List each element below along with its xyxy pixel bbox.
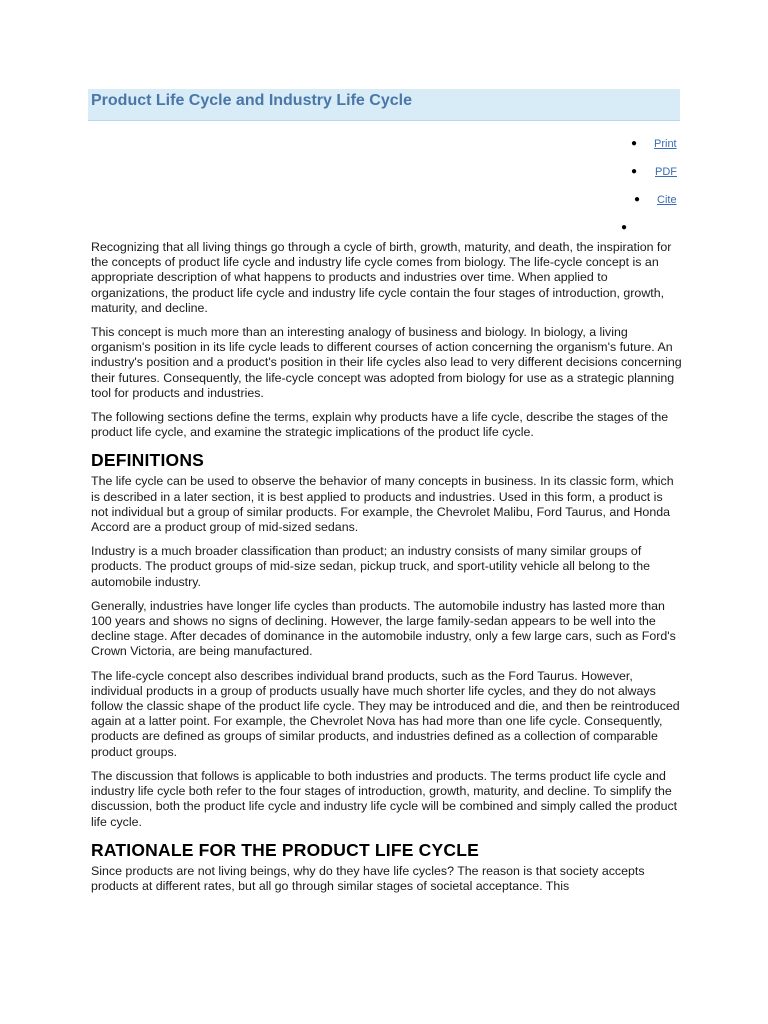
cite-link[interactable]: Cite [657, 194, 677, 206]
page-title: Product Life Cycle and Industry Life Cycle [91, 92, 412, 109]
section-heading-rationale: RATIONALE FOR THE PRODUCT LIFE CYCLE [91, 839, 479, 860]
paragraph: This concept is much more than an interesting analogy of business and biology. In biology, a living organism's position in its life cycle leads to different courses of action concerning the organism's future. An industry's position and a product's position in their life cycles also lead to very different decisions concerning their futures. Consequently, the life-cycle concept was adopted from biology for use as a strategic planning tool for products and industries. [91, 325, 682, 400]
paragraph: Generally, industries have longer life cycles than products. The automobile industry has lasted more than 100 years and shows no signs of declining. However, the large family-sedan appears to be well into the decline stage. After decades of dominance in the automobile industry, only a few large cars, such as Ford's Crown Victoria, are being manufactured. [91, 598, 676, 659]
paragraph: The discussion that follows is applicable to both industries and products. The terms product life cycle and industry life cycle both refer to the four stages of introduction, growth, maturity, and decline. To simplify the discussion, both the product life cycle and industry life cycle will be combined and simply called the product life cycle. [91, 768, 678, 829]
paragraph: The following sections define the terms, explain why products have a life cycle, describe the stages of the product life cycle, and examine the strategic implications of the product life cycle. [91, 410, 669, 440]
bullet-icon: ● [621, 222, 628, 233]
print-link[interactable]: Print [654, 138, 677, 150]
bullet-icon: ● [631, 138, 638, 149]
pdf-link[interactable]: PDF [655, 166, 677, 178]
section-heading-definitions: DEFINITIONS [91, 450, 205, 471]
paragraph: Industry is a much broader classification than product; an industry consists of many similar groups of products. The product groups of mid-size sedan, pickup truck, and sport-utility vehicle all belong to the automobile industry. [91, 544, 651, 589]
paragraph: The life-cycle concept also describes individual brand products, such as the Ford Taurus. However, individual products in a group of products usually have much shorter life cycles, and they do not always follow the classic shape of the product life cycle. They may be introduced and die, and then be reintroduced again at a latter point. For example, the Chevrolet Nova has had more than one life cycle. Consequently, products are defined as groups of similar products, and industries defined as a collection of comparable product groups. [91, 668, 680, 759]
paragraph: Recognizing that all living things go through a cycle of birth, growth, maturity, and death, the inspiration for the concepts of product life cycle and industry life cycle comes from biology. The life-cycle concept is an appropriate description of what happens to products and industries over time. When applied to organizations, the product life cycle and industry life cycle contain the four stages of introduction, growth, maturity, and decline. [91, 240, 672, 315]
paragraph: The life cycle can be used to observe the behavior of many concepts in business. In its classic form, which is described in a later section, it is best applied to products and industries. Used in this form, a product is not individual but a group of similar products. For example, the Chevrolet Malibu, Ford Taurus, and Honda Accord are a product group of mid-sized sedans. [91, 474, 674, 535]
article-body [91, 240, 683, 903]
paragraph: Since products are not living beings, why do they have life cycles? The reason is that society accepts products at different rates, but all go through similar stages of societal acceptance. This [91, 863, 645, 893]
bullet-icon: ● [634, 194, 641, 205]
title-bar [88, 89, 680, 121]
bullet-icon: ● [631, 166, 638, 177]
action-links [600, 136, 700, 236]
